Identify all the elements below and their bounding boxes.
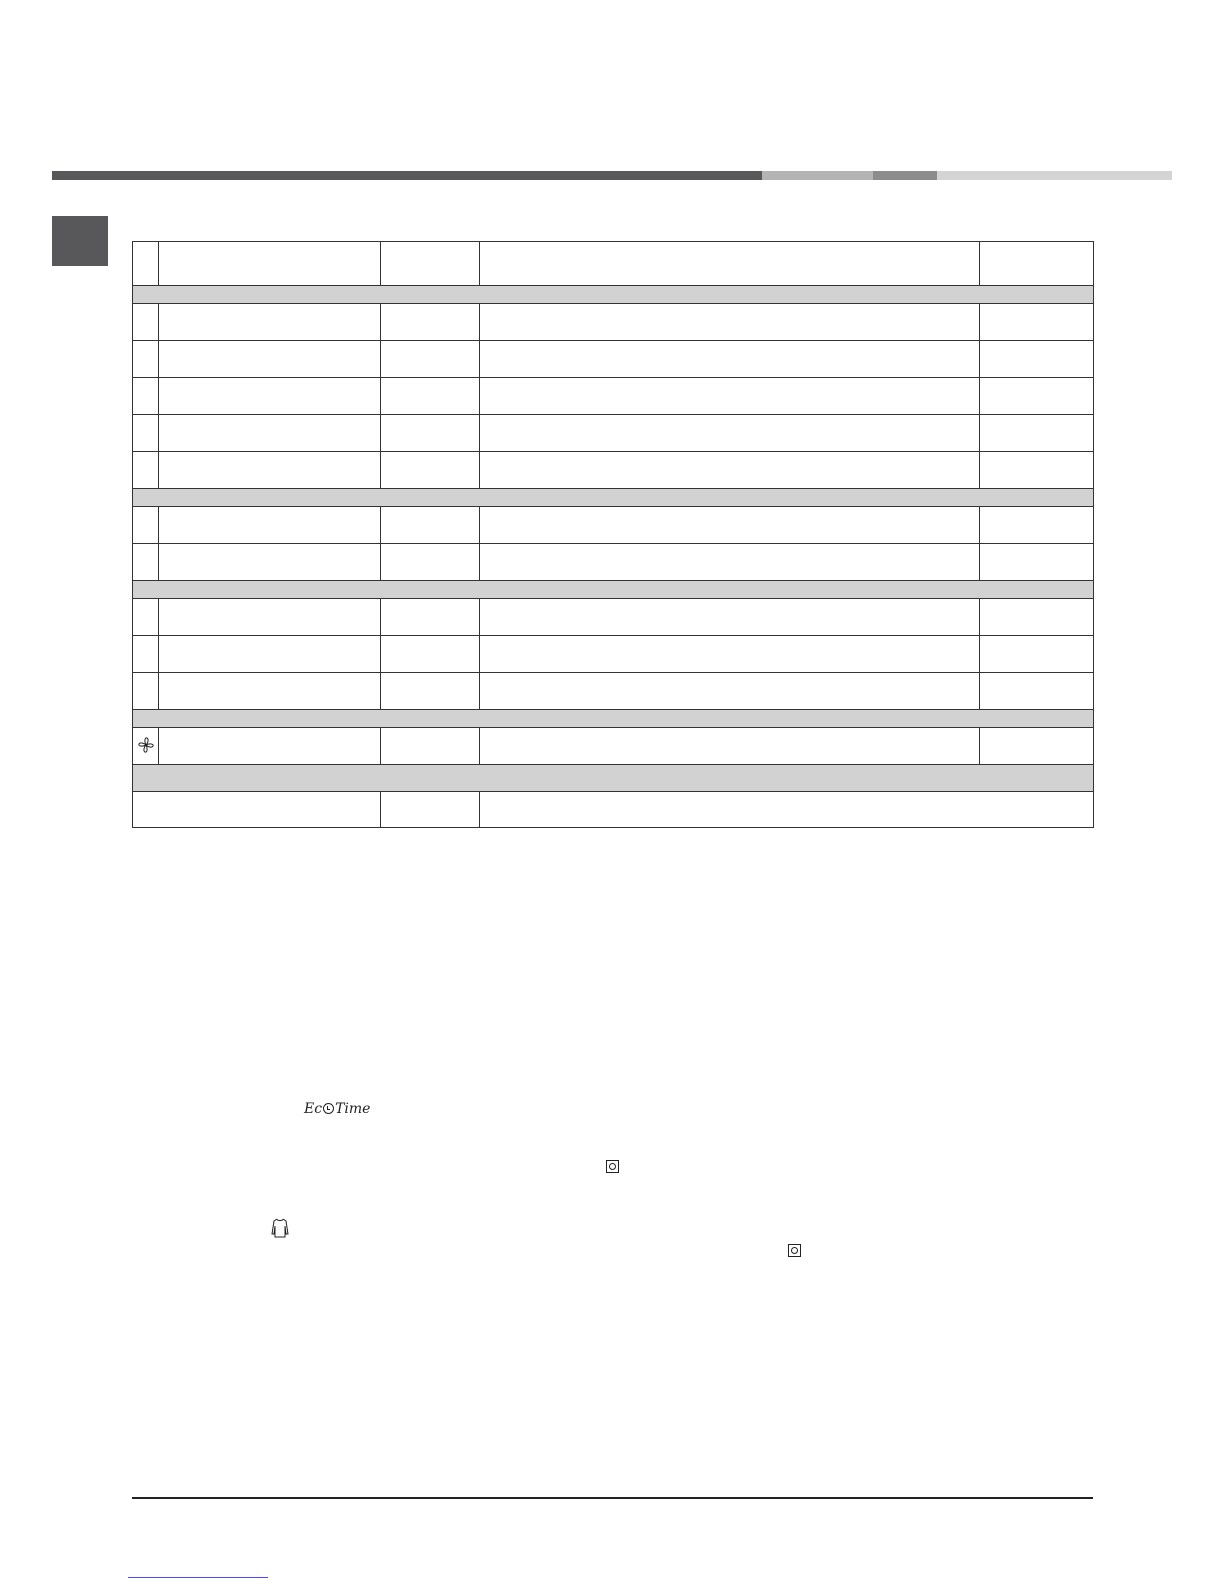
header-band-pale bbox=[937, 171, 1172, 180]
table-cell bbox=[381, 415, 480, 452]
table-cell bbox=[980, 673, 1094, 710]
table-cell bbox=[480, 673, 980, 710]
section-row bbox=[133, 286, 1094, 304]
table-cell bbox=[980, 544, 1094, 581]
table-cell bbox=[133, 728, 159, 765]
section-label bbox=[133, 286, 1094, 304]
table-row bbox=[133, 304, 1094, 341]
table-cell bbox=[159, 378, 381, 415]
table-cell bbox=[133, 304, 159, 341]
section-label bbox=[133, 765, 1094, 792]
table-cell bbox=[480, 415, 980, 452]
table-cell bbox=[159, 415, 381, 452]
table-cell bbox=[159, 673, 381, 710]
ecotime-text-t: Time bbox=[335, 1101, 371, 1117]
table-cell bbox=[133, 544, 159, 581]
table-cell bbox=[381, 452, 480, 489]
header-cell-temperature bbox=[381, 242, 480, 286]
header-band-light bbox=[762, 171, 873, 180]
header-cell-programme bbox=[159, 242, 381, 286]
table-cell bbox=[159, 341, 381, 378]
table-cell bbox=[133, 341, 159, 378]
section-label bbox=[133, 489, 1094, 507]
section-label bbox=[133, 581, 1094, 599]
table-cell bbox=[980, 415, 1094, 452]
sweater-icon bbox=[271, 1217, 289, 1239]
table-cell bbox=[980, 636, 1094, 673]
table-cell bbox=[133, 507, 159, 544]
table-cell bbox=[133, 636, 159, 673]
table-cell bbox=[159, 544, 381, 581]
table-cell bbox=[480, 507, 980, 544]
table-cell bbox=[381, 378, 480, 415]
table-row bbox=[133, 544, 1094, 581]
clock-icon bbox=[323, 1103, 334, 1114]
language-badge bbox=[52, 216, 108, 266]
table-cell bbox=[133, 415, 159, 452]
table-cell bbox=[381, 636, 480, 673]
table-cell bbox=[480, 304, 980, 341]
table-cell bbox=[381, 544, 480, 581]
table-row bbox=[133, 415, 1094, 452]
table-cell bbox=[133, 378, 159, 415]
header-cell-max-load bbox=[980, 242, 1094, 286]
table-cell bbox=[980, 728, 1094, 765]
header-cell-symbol bbox=[133, 242, 159, 286]
table-cell bbox=[381, 673, 480, 710]
table-cell bbox=[159, 304, 381, 341]
programmes-table bbox=[132, 241, 1094, 828]
table-cell bbox=[480, 792, 1094, 828]
section-row bbox=[133, 765, 1094, 792]
table-cell bbox=[381, 507, 480, 544]
table-cell bbox=[980, 341, 1094, 378]
footer-link-underline[interactable] bbox=[128, 1577, 268, 1578]
table-row bbox=[133, 341, 1094, 378]
table-cell bbox=[381, 341, 480, 378]
table-row bbox=[133, 673, 1094, 710]
table-cell bbox=[480, 636, 980, 673]
table-cell bbox=[159, 728, 381, 765]
table-cell bbox=[980, 507, 1094, 544]
table-cell bbox=[133, 673, 159, 710]
table-cell bbox=[480, 452, 980, 489]
table-cell bbox=[480, 378, 980, 415]
ecotime-text-e: Ec bbox=[304, 1101, 323, 1117]
table-cell bbox=[480, 728, 980, 765]
section-row bbox=[133, 710, 1094, 728]
header-band-mid bbox=[873, 171, 937, 180]
header-band-dark bbox=[52, 171, 762, 180]
footer-rule bbox=[132, 1497, 1093, 1499]
section-row bbox=[133, 581, 1094, 599]
table-cell bbox=[480, 341, 980, 378]
table-cell bbox=[381, 792, 480, 828]
table-cell bbox=[159, 599, 381, 636]
table-row bbox=[133, 507, 1094, 544]
table-cell bbox=[133, 599, 159, 636]
section-label bbox=[133, 710, 1094, 728]
table-header-row bbox=[133, 242, 1094, 286]
table-cell bbox=[159, 636, 381, 673]
table-cell bbox=[980, 599, 1094, 636]
table-row bbox=[133, 452, 1094, 489]
section-row bbox=[133, 489, 1094, 507]
table-cell bbox=[980, 452, 1094, 489]
table-cell bbox=[381, 599, 480, 636]
table-row bbox=[133, 378, 1094, 415]
table-cell bbox=[133, 792, 381, 828]
table-cell bbox=[980, 304, 1094, 341]
table-cell bbox=[480, 599, 980, 636]
table-cell bbox=[133, 452, 159, 489]
ecotime-logo-icon bbox=[304, 1100, 370, 1118]
table-cell bbox=[159, 507, 381, 544]
table-cell bbox=[480, 544, 980, 581]
table-cell bbox=[381, 304, 480, 341]
header-cell-detergents bbox=[480, 242, 980, 286]
wash-option-icon bbox=[788, 1244, 801, 1257]
wash-option-icon bbox=[606, 1160, 619, 1173]
table-row bbox=[133, 636, 1094, 673]
fan-icon bbox=[137, 736, 155, 754]
table-row bbox=[133, 728, 1094, 765]
table-row bbox=[133, 599, 1094, 636]
table-cell bbox=[381, 728, 480, 765]
table-cell bbox=[980, 378, 1094, 415]
table-cell bbox=[159, 452, 381, 489]
table-row bbox=[133, 792, 1094, 828]
